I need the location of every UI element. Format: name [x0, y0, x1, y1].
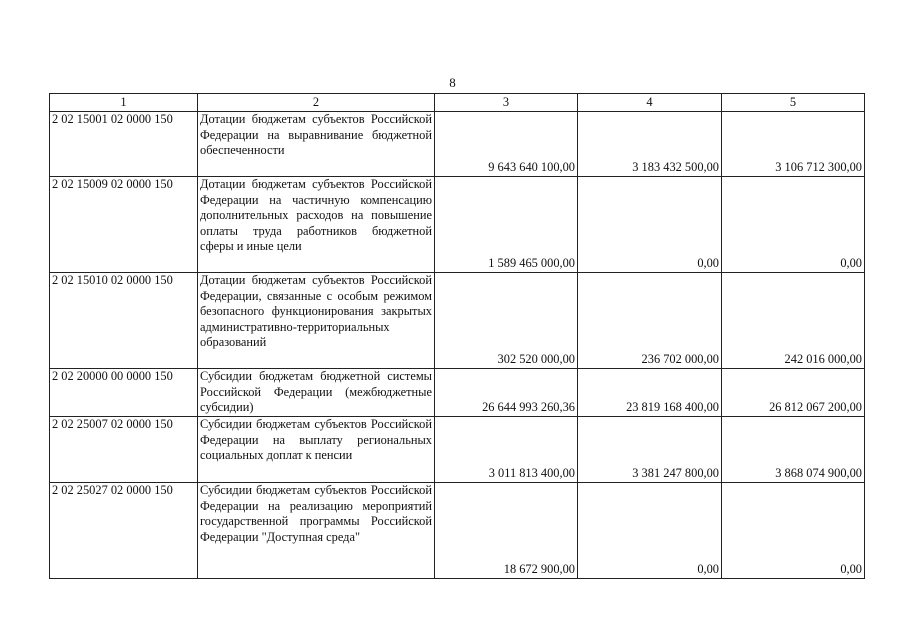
revenue-name-cell: Субсидии бюджетам субъектов Российской Федерации на реализацию мероприятий государственной программы Российской Федерации "Доступная среда" — [198, 483, 435, 579]
amount-col5-cell: 0,00 — [722, 177, 865, 273]
budget-code-cell: 2 02 25027 02 0000 150 — [50, 483, 198, 579]
budget-code-cell: 2 02 15009 02 0000 150 — [50, 177, 198, 273]
revenue-name-cell: Субсидии бюджетам бюджетной системы Российской Федерации (межбюджетные субсидии) — [198, 369, 435, 417]
amount-col5-cell: 3 106 712 300,00 — [722, 112, 865, 177]
amount-col3-cell: 302 520 000,00 — [435, 273, 578, 369]
table-row — [50, 112, 865, 177]
revenue-name-cell: Субсидии бюджетам субъектов Российской Федерации на выплату региональных социальных доплат к пенсии — [198, 417, 435, 483]
amount-col5-cell: 26 812 067 200,00 — [722, 369, 865, 417]
table-row — [50, 417, 865, 483]
amount-col3-cell: 1 589 465 000,00 — [435, 177, 578, 273]
amount-col4-cell: 236 702 000,00 — [578, 273, 722, 369]
column-header: 2 — [198, 94, 435, 112]
revenue-name-cell: Дотации бюджетам субъектов Российской Федерации на частичную компенсацию дополнительных расходов на повышение оплаты труда работников бюджетной сферы и иные цели — [198, 177, 435, 273]
amount-col5-cell: 3 868 074 900,00 — [722, 417, 865, 483]
amount-col4-cell: 3 183 432 500,00 — [578, 112, 722, 177]
column-header: 1 — [50, 94, 198, 112]
page-number: 8 — [449, 75, 456, 90]
header-row — [50, 94, 865, 112]
column-header: 4 — [578, 94, 722, 112]
table-row — [50, 369, 865, 417]
revenue-name-cell: Дотации бюджетам субъектов Российской Федерации на выравнивание бюджетной обеспеченности — [198, 112, 435, 177]
amount-col5-cell: 0,00 — [722, 483, 865, 579]
budget-code-cell: 2 02 15001 02 0000 150 — [50, 112, 198, 177]
revenue-name-cell: Дотации бюджетам субъектов Российской Федерации, связанные с особым режимом безопасного функционирования закрытых административно-территориальных образований — [198, 273, 435, 369]
budget-code-cell: 2 02 25007 02 0000 150 — [50, 417, 198, 483]
table-row — [50, 483, 865, 579]
amount-col3-cell: 26 644 993 260,36 — [435, 369, 578, 417]
amount-col4-cell: 0,00 — [578, 483, 722, 579]
amount-col3-cell: 18 672 900,00 — [435, 483, 578, 579]
amount-col4-cell: 0,00 — [578, 177, 722, 273]
budget-code-cell: 2 02 15010 02 0000 150 — [50, 273, 198, 369]
table-row — [50, 177, 865, 273]
column-header: 5 — [722, 94, 865, 112]
budget-code-cell: 2 02 20000 00 0000 150 — [50, 369, 198, 417]
amount-col3-cell: 3 011 813 400,00 — [435, 417, 578, 483]
amount-col4-cell: 3 381 247 800,00 — [578, 417, 722, 483]
table-row — [50, 273, 865, 369]
amount-col5-cell: 242 016 000,00 — [722, 273, 865, 369]
amount-col4-cell: 23 819 168 400,00 — [578, 369, 722, 417]
budget-table — [49, 93, 865, 579]
amount-col3-cell: 9 643 640 100,00 — [435, 112, 578, 177]
column-header: 3 — [435, 94, 578, 112]
